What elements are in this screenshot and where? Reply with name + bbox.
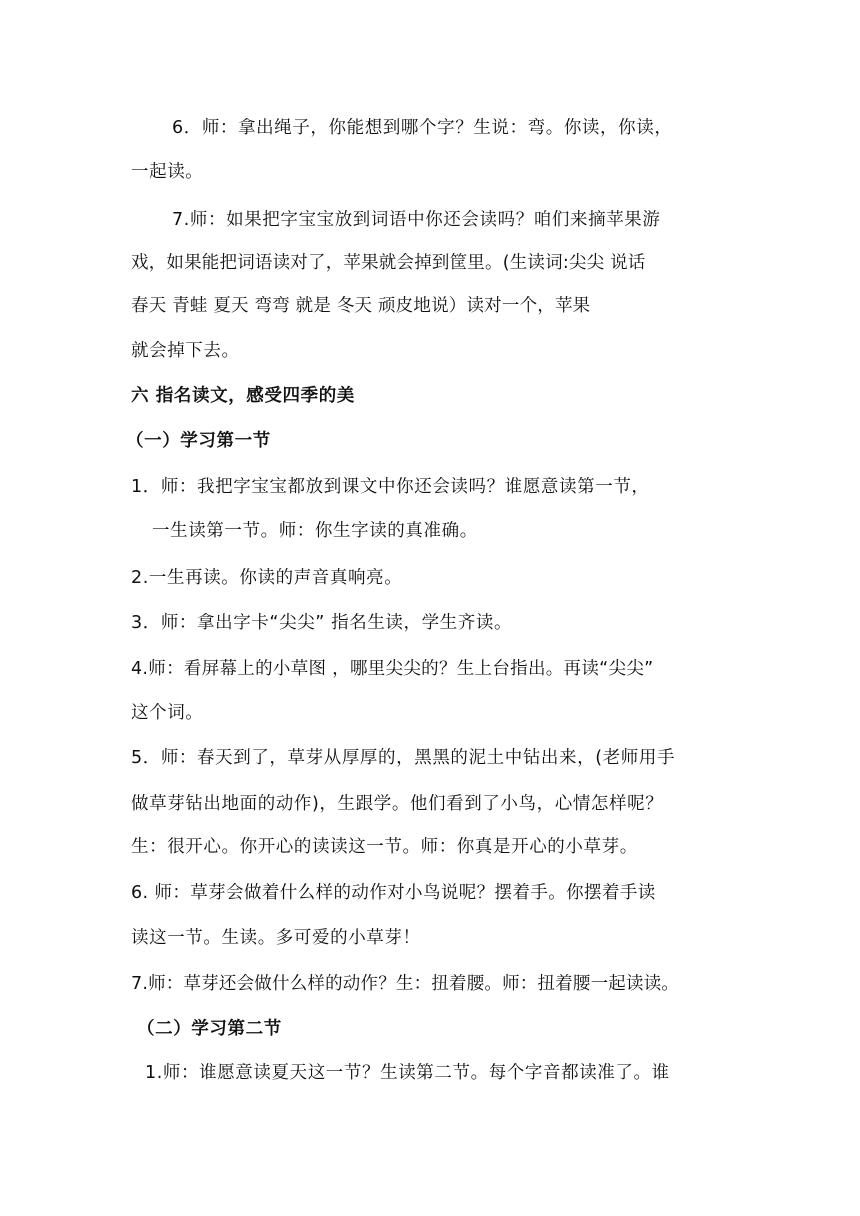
paragraph-line: 7.师：草芽还会做什么样的动作？生：扭着腰。师：扭着腰一起读读。 [131,974,680,994]
paragraph-line: 做草芽钻出地面的动作)，生跟学。他们看到了小鸟，心情怎样呢？ [131,794,664,814]
paragraph-line: 1.师：谁愿意读夏天这一节？生读第二节。每个字音都读准了。谁 [145,1063,670,1083]
paragraph-line: 一起读。 [131,162,204,182]
paragraph-line: 6．师：拿出绳子，你能想到哪个字？生说：弯。你读，你读， [172,118,673,138]
subsection-heading: （一）学习第一节 [126,431,271,451]
section-heading: 六 指名读文，感受四季的美 [131,386,355,406]
paragraph-line: 戏，如果能把词语读对了，苹果就会掉到筐里。(生读词:尖尖 说话 [131,253,646,273]
paragraph-line: 春天 青蛙 夏天 弯弯 就是 冬天 顽皮地说）读对一个，苹果 [131,296,591,316]
paragraph-line: 6. 师：草芽会做着什么样的动作对小鸟说呢？摆着手。你摆着手读 [131,883,656,903]
paragraph-line: 2.一生再读。你读的声音真响亮。 [131,568,403,588]
paragraph-line: 3．师：拿出字卡“尖尖” 指名生读，学生齐读。 [131,613,513,633]
paragraph-line: 就会掉下去。 [131,341,240,361]
paragraph-line: 7.师：如果把字宝宝放到词语中你还会读吗？咱们来摘苹果游 [172,210,661,230]
paragraph-line: 读这一节。生读。多可爱的小草芽！ [131,928,421,948]
paragraph-line: 生：很开心。你开心的读读这一节。师：你真是开心的小草芽。 [131,837,638,857]
paragraph-line: 5．师：春天到了，草芽从厚厚的，黑黑的泥土中钻出来，(老师用手 [131,748,676,768]
paragraph-line: 4.师：看屏幕上的小草图 ，哪里尖尖的？生上台指出。再读“尖尖” [131,659,654,679]
paragraph-line: 1．师：我把字宝宝都放到课文中你还会读吗？谁愿意读第一节， [131,477,650,497]
subsection-heading: （二）学习第二节 [137,1019,282,1039]
paragraph-line: 一生读第一节。师：你生字读的真准确。 [152,521,478,541]
paragraph-line: 这个词。 [131,703,204,723]
